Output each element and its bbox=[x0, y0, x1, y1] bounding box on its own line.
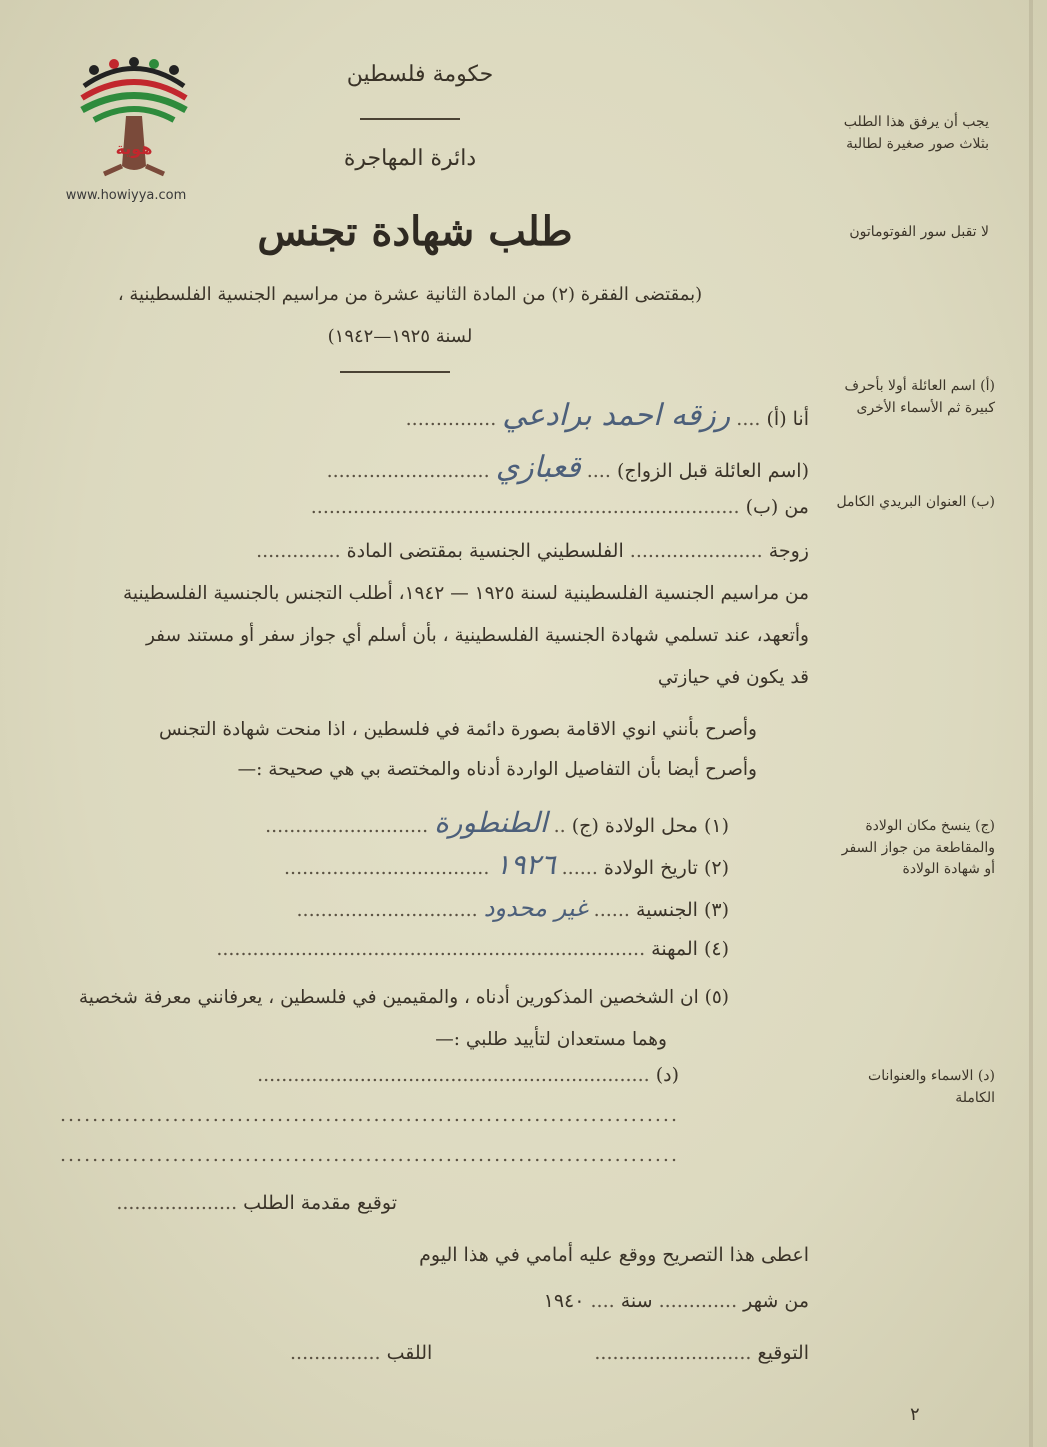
title-label: اللقب bbox=[386, 1342, 433, 1364]
form-subtitle-years: لسنة ١٩٢٥—١٩٤٢) bbox=[327, 326, 473, 347]
government-heading: حكومة فلسطين bbox=[346, 62, 494, 87]
sign-label: التوقيع bbox=[757, 1342, 809, 1364]
birthdate-label: (٢) تاريخ الولادة bbox=[603, 857, 729, 879]
name-value: رزقه احمد برادعي bbox=[502, 398, 731, 433]
form-title: طلب شهادة تجنس bbox=[257, 208, 573, 255]
body-para1: من مراسيم الجنسية الفلسطينية لسنة ١٩٢٥ — ١٩٤٢، أطلب التجنس بالجنسية الفلسطينية bbox=[122, 583, 809, 604]
wife-label: زوجة bbox=[768, 540, 809, 562]
profession-label: (٤) المهنة bbox=[651, 938, 729, 960]
birthdate-value: ١٩٢٦ bbox=[495, 848, 556, 881]
witness-line1: (٥) ان الشخصين المذكورين أدناه ، والمقيمين في فلسطين ، يعرفانني معرفة شخصية bbox=[78, 987, 729, 1008]
witness-dotted-line-3: ............................................................................. bbox=[59, 1144, 679, 1166]
body-para2: وأتعهد، عند تسلمي شهادة الجنسية الفلسطينية ، بأن أسلم أي جواز سفر أو مستند سفر bbox=[145, 625, 809, 646]
margin-note-d: (د) الاسماء والعنوانات الكاملة bbox=[868, 1068, 995, 1106]
date-line: من شهر ............. سنة .... ١٩٤٠ bbox=[543, 1290, 809, 1312]
margin-note-photos: يجب أن يرفق هذا الطلب بثلاث صور صغيرة لطالبة bbox=[843, 114, 989, 152]
maiden-label: (اسم العائلة قبل الزواج) bbox=[616, 460, 809, 482]
wife-line: زوجة ...................... الفلسطيني الجنسية بمقتضى المادة .............. bbox=[256, 540, 809, 562]
profession-line: (٤) المهنة ....................................................................... bbox=[216, 938, 729, 960]
body-para4: وأصرح بأنني انوي الاقامة بصورة دائمة في فلسطين ، اذا منحت شهادة التجنس bbox=[158, 719, 757, 740]
nationality-label: (٣) الجنسية bbox=[635, 899, 729, 921]
witness-dotted-line-2: ............................................................................. bbox=[59, 1104, 679, 1126]
wife-mid: الفلسطيني الجنسية بمقتضى المادة bbox=[346, 540, 624, 562]
birthplace-line: (١) محل الولادة (ج) .. الطنطورة ........................... bbox=[265, 806, 729, 839]
witness-line2: وهما مستعدان لتأييد طلبي :— bbox=[435, 1029, 667, 1050]
department-heading: دائرة المهاجرة bbox=[343, 146, 477, 171]
signature-label: توقيع مقدمة الطلب bbox=[243, 1192, 397, 1214]
name-line: أنا (أ) .... رزقه احمد برادعي ............... bbox=[405, 398, 809, 433]
witness-d-label: (د) bbox=[655, 1064, 679, 1086]
birthplace-value: الطنطورة bbox=[434, 806, 548, 839]
official-signature-line: التوقيع .......................... اللقب ............... bbox=[290, 1342, 809, 1364]
body-para5: وأصرح أيضا بأن التفاصيل الواردة أدناه والمختصة بي هي صحيحة :— bbox=[237, 759, 757, 780]
margin-note-c: (ج) ينسخ مكان الولادة والمقاطعة من جواز السفر أو شهادة الولادة bbox=[841, 818, 995, 878]
nationality-value: غير محدود bbox=[483, 894, 588, 922]
margin-note-a: (أ) اسم العائلة أولا بأحرف كبيرة ثم الأسماء الأخرى bbox=[844, 378, 995, 416]
name-label: أنا (أ) bbox=[766, 408, 809, 430]
header-rule bbox=[360, 118, 460, 120]
nationality-line: (٣) الجنسية ...... غير محدود .............................. bbox=[296, 894, 729, 922]
logo-url: www.howiyya.com bbox=[65, 188, 187, 203]
birthdate-line: (٢) تاريخ الولادة ...... ١٩٢٦ .................................. bbox=[284, 848, 729, 881]
birthplace-label: (١) محل الولادة (ج) bbox=[571, 815, 729, 837]
month-label: من شهر bbox=[743, 1290, 809, 1312]
page-edge bbox=[1029, 0, 1033, 1447]
year-label: سنة bbox=[620, 1290, 653, 1312]
margin-note-b: (ب) العنوان البريدي الكامل bbox=[836, 494, 995, 510]
declaration-text: اعطى هذا التصريح ووقع عليه أمامي في هذا اليوم bbox=[419, 1244, 809, 1266]
year-value: ١٩٤٠ bbox=[543, 1290, 585, 1312]
subtitle-rule bbox=[340, 371, 450, 373]
page-number: ٢ bbox=[910, 1404, 920, 1425]
witness-d-line: (د) ................................................................. bbox=[257, 1064, 679, 1086]
applicant-signature-line: توقيع مقدمة الطلب .................... bbox=[116, 1192, 397, 1214]
howiyya-logo bbox=[64, 56, 204, 206]
from-label: من (ب) bbox=[745, 496, 809, 518]
margin-note-photomaton: لا تقبل سور الفوتوماتون bbox=[849, 224, 989, 240]
from-line: من (ب) ....................................................................... bbox=[310, 496, 809, 518]
svg-text:هوية: هوية bbox=[115, 139, 153, 158]
maiden-name-line: (اسم العائلة قبل الزواج) .... قعبازي ........................... bbox=[326, 450, 809, 485]
maiden-value: قعبازي bbox=[495, 450, 581, 485]
form-subtitle: (بمقتضى الفقرة (٢) من المادة الثانية عشرة من مراسيم الجنسية الفلسطينية ، bbox=[117, 284, 703, 305]
body-para3: قد يكون في حيازتي bbox=[657, 667, 809, 688]
